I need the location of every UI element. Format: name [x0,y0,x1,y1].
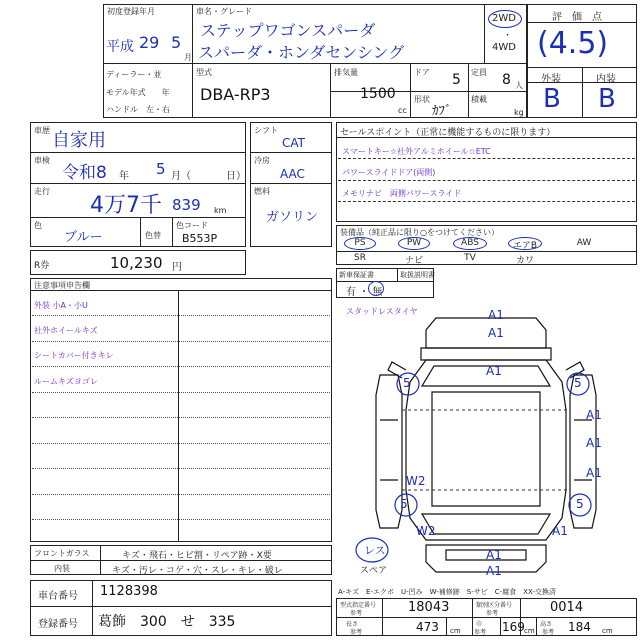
model-code: DBA-RP3 [200,85,271,104]
damage-mark: A1 [586,466,602,480]
height-note: 参考 [542,629,555,636]
first-reg-label: 初度登録年月 [107,7,155,16]
length-value: 473 [416,620,439,634]
damage-mark: W2 [416,524,436,538]
sales-point-2: パワースライドドア(両側) [342,168,436,177]
plate-value: 葛飾 300 せ 335 [98,614,236,630]
damage-mark: A1 [586,408,602,422]
equip-airbag: エアB [512,241,538,251]
load-unit: kg [514,108,524,117]
length-unit: cm [450,627,461,635]
shift: CAT [282,136,305,150]
interior-cond-value: キズ・汚レ・コゲ・穴・スレ・キレ・破レ [112,566,283,576]
model-year-label: モデル年式 年 [106,88,170,97]
usage: 自家用 [52,130,106,151]
car-name-label: 車名・グレード [196,7,252,16]
score-label: 評 価 点 [552,12,602,23]
class-label: 類別区分番号 [476,602,513,609]
width-note: 参考 [474,629,487,636]
damage-mark: A1 [552,524,568,538]
drive-sep: ・ [503,31,513,41]
equip-tv: TV [464,253,476,263]
inspection-day-unit: 日） [226,171,246,182]
notes-title: 注意事項申告欄 [34,281,90,290]
doors: 5 [452,72,461,88]
recycle-value: 10,230 [110,254,163,272]
interior-cond-label: 内装 [54,564,70,573]
damage-mark: 5 [576,497,584,511]
equip-pw-circle [398,237,430,250]
usage-label: 車歴 [34,126,50,135]
color: ブルー [64,230,103,245]
inspection-label: 車検 [34,156,50,165]
note-2: 社外ホイールキズ [34,326,98,335]
mileage-unit: km [214,206,227,215]
note-3: シートカバー付きキレ [34,351,114,360]
type-cert-label: 型式指定番号 [340,602,377,609]
equip-abs: ABS [461,238,479,248]
height-value: 184 [568,620,591,634]
warranty-none-circle [368,281,384,296]
body-shape: ｶﾌﾞ [432,104,452,119]
note-rule [32,519,330,520]
note-1: 外装 小A・小U [34,301,88,310]
note-rule [32,417,330,418]
interior-grade: B [598,84,616,114]
equip-ps-circle [344,237,376,250]
grade: スパーダ・ホンダセンシング [198,43,405,62]
equip-ps: PS [354,238,366,248]
legend-text: A-キズ E-エクボ U-凹み W-補修跡 S-サビ C-腐食 XX-交換済 [338,588,556,596]
equip-aw: AW [576,238,592,248]
color-label: 色 [34,221,42,230]
fuel-label: 燃料 [254,187,270,196]
sales-point-3: メモリナビ 両側パワースライド [342,189,462,198]
equip-leather: カワ [515,256,534,266]
height-unit: cm [602,627,613,635]
type-cert-value: 18043 [408,600,450,615]
note-rule [32,392,330,393]
drive-2wd: 2WD [492,13,516,24]
chassis-value: 1128398 [100,584,158,599]
manual-label: 取扱説明書 [400,271,435,279]
damage-mark: A1 [486,564,502,578]
equip-sr: SR [354,253,366,263]
mileage-number: 839 [172,196,201,214]
fuel: ガソリン [266,210,319,225]
width-label: 巾 [476,621,483,628]
equip-abs-circle [453,237,487,250]
class-value: 0014 [550,600,584,615]
damage-mark: 5 [400,497,408,511]
capacity-unit: 人 [515,81,523,90]
spare-circle-text: レス [364,544,386,557]
displacement: 1500 [360,86,396,102]
note-rule [32,315,330,316]
load-label: 積載 [471,95,487,104]
damage-mark: 5 [403,376,411,390]
damage-mark: A1 [488,308,504,322]
capacity-label: 定員 [471,68,487,77]
diagram-top-note: スタッドレスタイヤ [346,307,418,316]
damage-mark: 5 [574,376,582,390]
ac-label: 冷房 [254,156,270,165]
note-rule [32,443,330,444]
first-reg-month-unit: 月 [184,53,192,62]
exterior-label: 外装 [541,74,561,85]
type-cert-note: 参考 [350,610,363,617]
recycle-label: R券 [34,261,50,271]
inspection-year-unit: 年 [119,171,129,182]
spare-label: スペア [360,566,388,576]
note-4: ルームキズヨゴレ [34,377,98,386]
sales-points-title: セールスポイント（正常に機能するものに限ります） [340,128,556,138]
recycle-unit: 円 [172,262,182,273]
damage-mark: W2 [406,474,426,488]
damage-mark: A1 [586,436,602,450]
damage-mark: A1 [488,326,504,340]
length-note: 参考 [350,629,363,636]
plate-label: 登録番号 [38,619,78,630]
first-reg-month: 5 [171,33,182,52]
damage-mark: A1 [486,364,502,378]
note-rule [32,468,330,469]
handle-label: ハンドル 左・右 [106,105,170,114]
score-value: (4.5) [537,26,609,61]
width-unit: cm [524,627,535,635]
exterior-grade: B [543,84,561,114]
inspection-month-unit: 月（ [171,171,191,182]
mileage-label: 走行 [34,187,50,196]
damage-mark: A1 [486,548,502,562]
doors-label: ドア [414,68,430,77]
sales-point-1: スマートキー☆社外アルミホイール☆ETC [342,147,491,156]
ac: AAC [280,167,305,181]
warranty-label: 新車保証書 [339,271,374,279]
color-code-label-a: 色替 [145,231,161,240]
car-name: ステップワゴンスパーダ [200,21,376,40]
inspection-era: 令和8 [62,163,107,183]
front-glass-label: フロントガラス [34,549,90,558]
equip-airbag-circle [508,237,542,250]
note-rule [32,494,330,495]
type-label: 型式 [196,68,212,77]
chassis-label: 車台番号 [38,591,78,602]
capacity: 8 [502,72,511,88]
interior-label: 内装 [596,74,616,85]
mileage-handwritten: 4万7千 [90,193,162,218]
notes-block [30,278,332,542]
width-value: 169 [502,620,525,634]
shift-label: シフト [254,126,278,135]
displacement-unit: cc [398,106,407,115]
body-shape-label: 形状 [414,95,430,104]
equip-pw: PW [406,238,422,248]
first-reg-year: 29 [139,33,160,52]
equip-navi: ナビ [404,256,423,266]
class-note: 参考 [486,610,499,617]
color-code-label-b: 色コード [176,221,208,230]
drive-4wd: 4WD [492,42,516,53]
equipment-title: 装備品（純正品に限り○をつけてください） [340,228,499,237]
note-rule [32,341,330,342]
color-code: B553P [182,232,218,245]
displacement-label: 排気量 [334,68,358,77]
length-label: 長さ [346,621,359,628]
warranty-value: 有 ・ 無 [346,287,383,298]
note-rule [32,366,330,367]
first-reg-era: 平成 [106,39,134,55]
inspection-month: 5 [156,160,166,178]
front-glass-value: キズ・飛石・ヒビ割・リペア跡・X要 [122,551,272,561]
height-label: 高さ [540,621,553,628]
dealer-label: ディーラー・並 [106,70,162,79]
